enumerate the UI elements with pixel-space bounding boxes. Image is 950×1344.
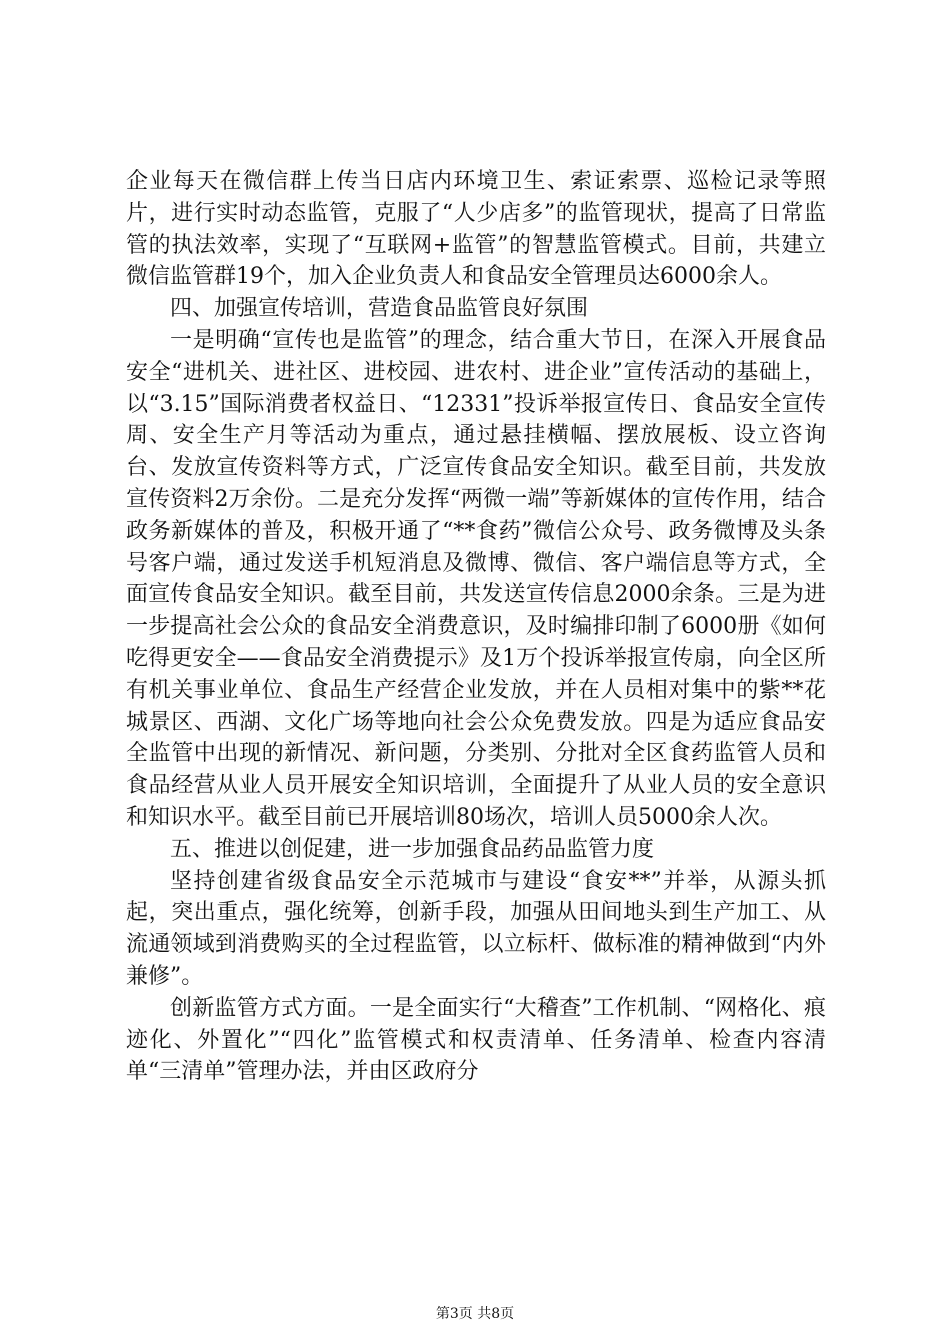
paragraph-demonstration-city: 坚持创建省级食品安全示范城市与建设“食安**”并举，从源头抓起，突出重点，强化统筹，创新手段，加强从田间地头到生产加工、从流通领域到消费购买的全过程监管，以立标杆、做标准的精神做到“内外兼修”。 [126,868,826,989]
page-number-footer: 第3页 共8页 [435,1306,515,1322]
section-heading-5: 五、推进以创促建，进一步加强食品药品监管力度 [170,836,655,862]
paragraph-publicity: 一是明确“宣传也是监管”的理念，结合重大节日，在深入开展食品安全“进机关、进社区、进校园、进农村、进企业”宣传活动的基础上，以“3.15”国际消费者权益日、“12331”投诉举报宣传日、食品安全宣传周、安全生产月等活动为重点，通过悬挂横幅、摆放展板、设立咨询台、发放宣传资料等方式，广泛宣传食品安全知识。截至目前，共发放宣传资料2万余份。二是充分发挥“两微一端”等新媒体的宣传作用，结合政务新媒体的普及，积极开通了“**食药”微信公众号、政务微博及头条号客户端，通过发送手机短消息及微博、微信、客户端信息等方式，全面宣传食品安全知识。截至目前，共发送宣传信息2000余条。三是为进一步提高社会公众的食品安全消费意识，及时编排印制了6000册《如何吃得更安全——食品安全消费提示》及1万个投诉举报宣传扇，向全区所有机关事业单位、食品生产经营企业发放，并在人员相对集中的紫**花城景区、西湖、文化广场等地向社会公众免费发放。四是为适应食品安全监管中出现的新情况、新问题，分类别、分批对全区食药监管人员和食品经营从业人员开展安全知识培训，全面提升了从业人员的安全意识和知识水平。截至目前已开展培训80场次，培训人员5000余人次。 [126,327,826,830]
paragraph-1: 企业每天在微信群上传当日店内环境卫生、索证索票、巡检记录等照片，进行实时动态监管，克服了“人少店多”的监管现状，提高了日常监管的执法效率，实现了“互联网+监管”的智慧监管模式。目前，共建立微信监管群19个，加入企业负责人和食品安全管理员达6000余人。 [126,169,826,290]
paragraph-supervision-method: 创新监管方式方面。一是全面实行“大稽查”工作机制、“网格化、痕迹化、外置化”“四化”监管模式和权责清单、任务清单、检查内容清单“三清单”管理办法，并由区政府分 [126,995,826,1085]
section-heading-4: 四、加强宣传培训，营造食品监管良好氛围 [170,296,589,322]
document-body [126,166,826,1088]
